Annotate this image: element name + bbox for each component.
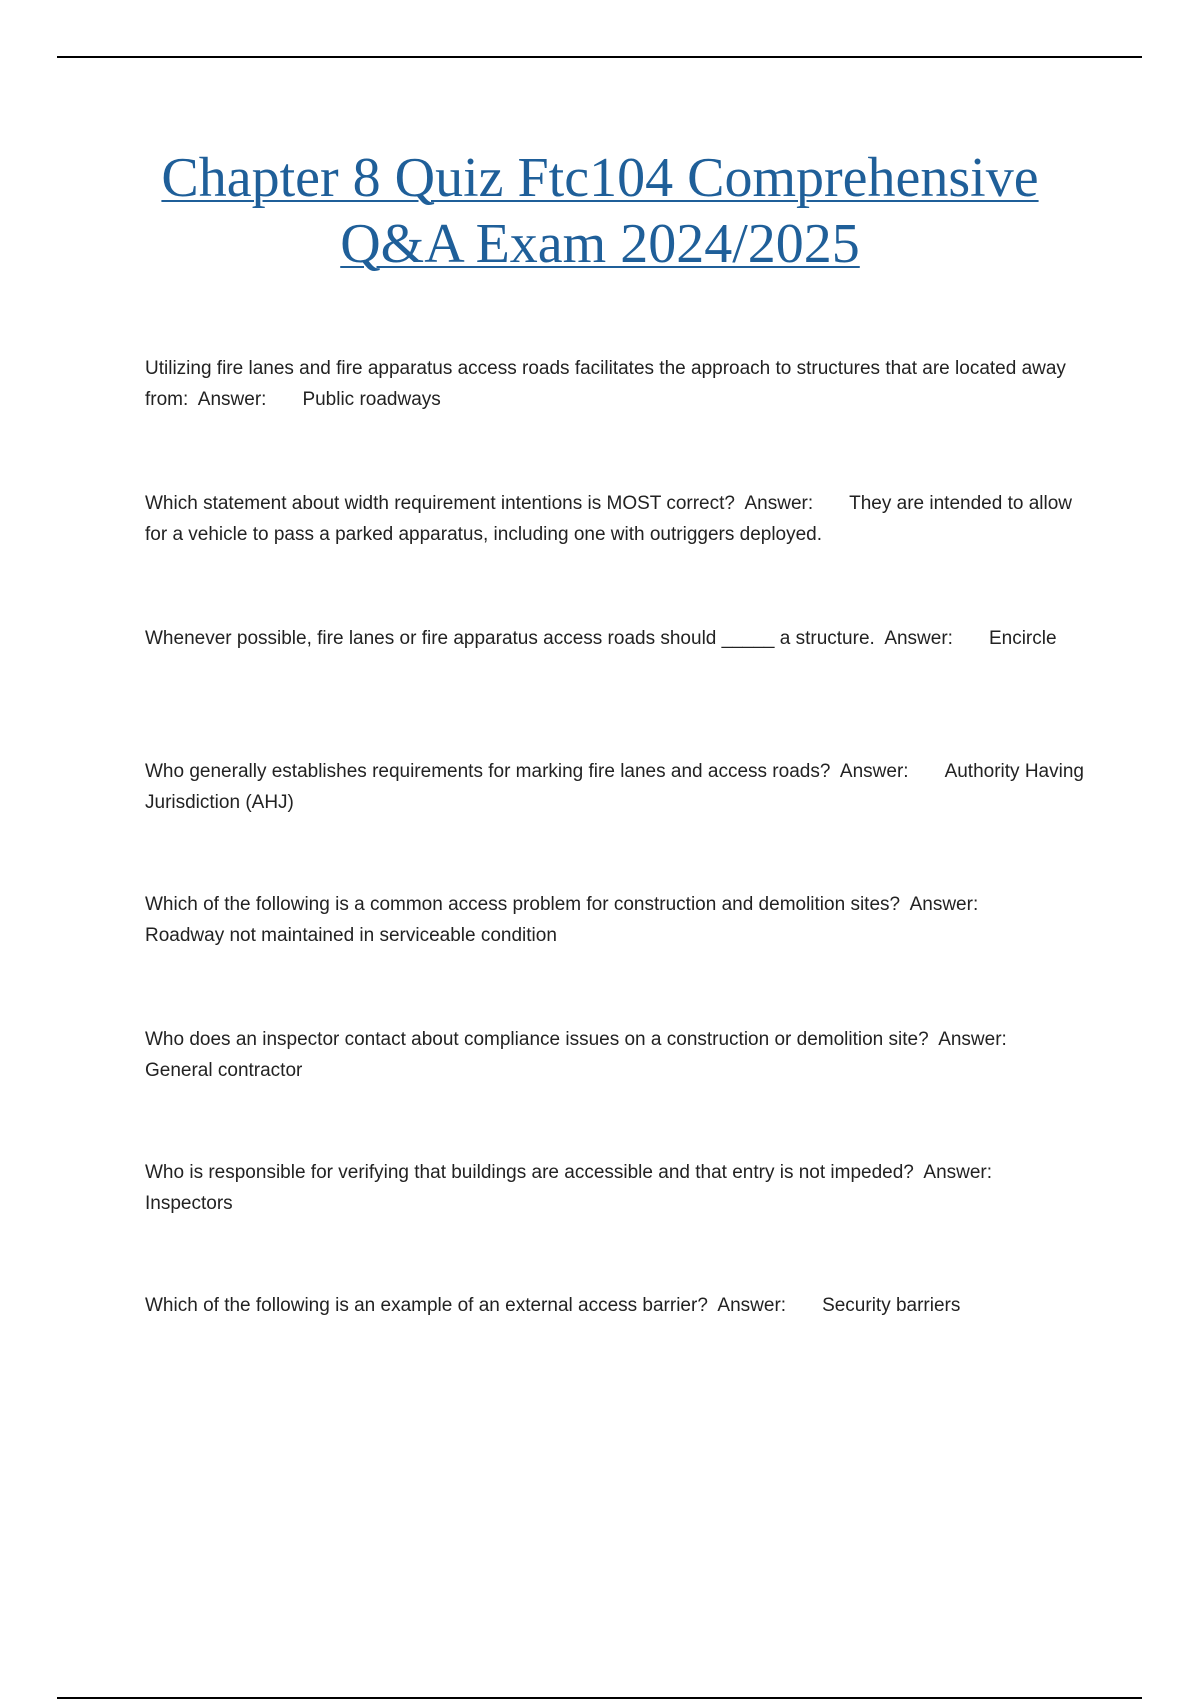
qa-item xyxy=(145,1024,1085,1086)
question-text: Whenever possible, fire lanes or fire apparatus access roads should _____ a structure. xyxy=(145,628,875,649)
answer-text: General contractor xyxy=(145,1060,303,1081)
answer-label: Answer: xyxy=(909,894,979,915)
qa-item xyxy=(145,1290,1085,1321)
answer-label: Answer: xyxy=(938,1029,1007,1050)
title-block xyxy=(100,145,1100,277)
answer-text: They are intended to allow for a vehicle to pass a parked apparatus, including one with outriggers deployed. xyxy=(145,493,1072,545)
answer-text: Encircle xyxy=(988,628,1057,649)
answer-label: Answer: xyxy=(884,628,953,649)
answer-label: Answer: xyxy=(197,389,267,410)
qa-item xyxy=(145,756,1085,818)
answer-text: Roadway not maintained in serviceable condition xyxy=(145,925,557,946)
top-rule xyxy=(57,56,1142,58)
question-text: Utilizing fire lanes and fire apparatus access roads facilitates the approach to structures that are located away from: xyxy=(145,358,1066,410)
question-text: Who is responsible for verifying that buildings are accessible and that entry is not impeded? xyxy=(145,1162,914,1183)
question-text: Who does an inspector contact about compliance issues on a construction or demolition site? xyxy=(145,1029,929,1050)
bottom-rule xyxy=(57,1697,1142,1699)
qa-item xyxy=(145,889,1085,951)
answer-text: Security barriers xyxy=(822,1295,961,1316)
answer-text: Authority Having Jurisdiction (AHJ) xyxy=(145,761,1084,813)
answer-label: Answer: xyxy=(744,493,814,514)
question-text: Which of the following is a common access problem for construction and demolition sites? xyxy=(145,894,901,915)
answer-label: Answer: xyxy=(923,1162,993,1183)
qa-item xyxy=(145,488,1085,550)
question-text: Who generally establishes requirements for marking fire lanes and access roads? xyxy=(145,761,831,782)
answer-text: Inspectors xyxy=(145,1193,233,1214)
question-text: Which statement about width requirement intentions is MOST correct? xyxy=(145,493,735,514)
answer-text: Public roadways xyxy=(302,389,441,410)
qa-item xyxy=(145,1157,1085,1219)
qa-item xyxy=(145,353,1085,415)
document-title[interactable]: Chapter 8 Quiz Ftc104 Comprehensive Q&A Exam 2024/2025 xyxy=(161,147,1039,275)
answer-label: Answer: xyxy=(717,1295,787,1316)
answer-label: Answer: xyxy=(839,761,909,782)
qa-item xyxy=(145,623,1085,654)
question-text: Which of the following is an example of an external access barrier? xyxy=(145,1295,708,1316)
